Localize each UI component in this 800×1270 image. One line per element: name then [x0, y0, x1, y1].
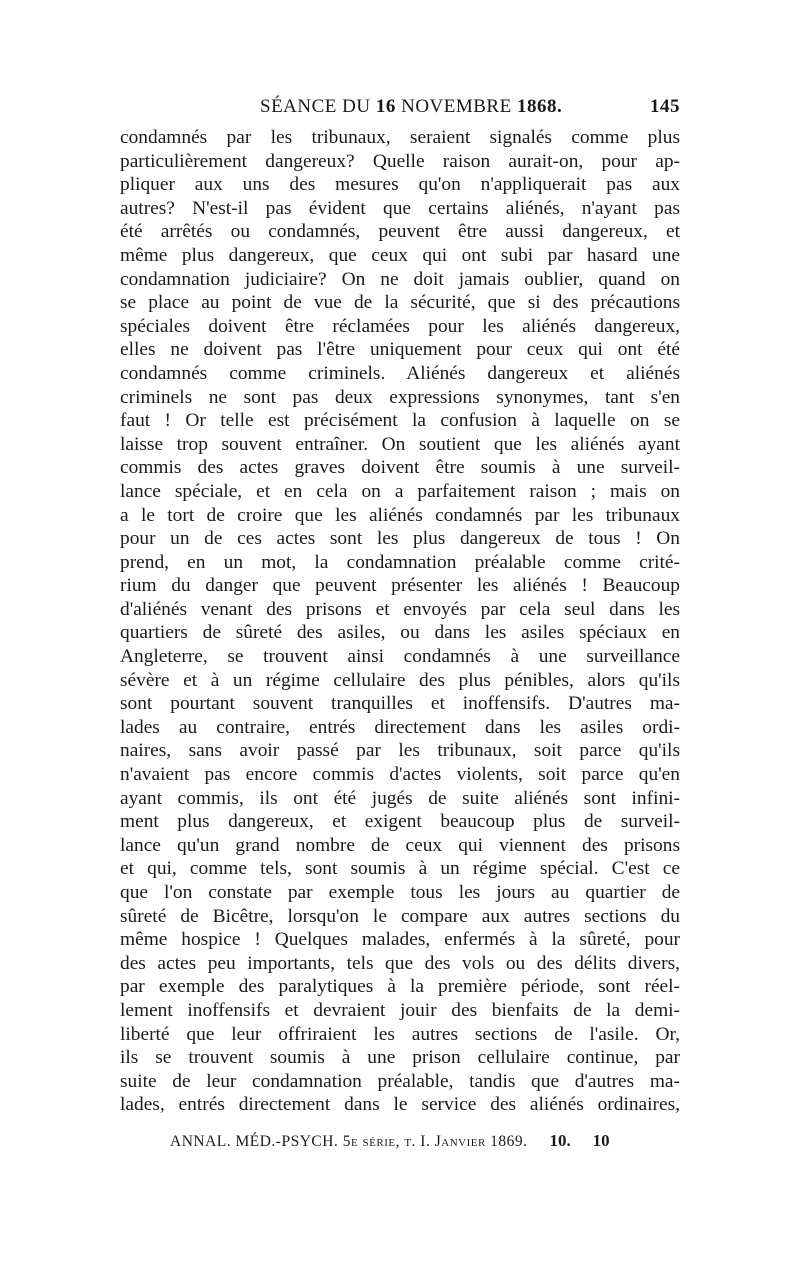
text-line: et qui, comme tels, sont soumis à un régime spécial. C'est ce [120, 858, 680, 880]
text-line: d'aliénés venant des prisons et envoyés par cela seul dans les [120, 598, 680, 620]
text-line: pliquer aux uns des mesures qu'on n'appliquerait pas aux [120, 174, 680, 196]
text-line: sont pourtant souvent tranquilles et inoffensifs. D'autres ma- [120, 693, 680, 715]
text-line: des actes peu importants, tels que des vols ou des délits divers, [120, 952, 680, 974]
text-line: commis des actes graves doivent être soumis à une surveil- [120, 457, 680, 479]
body-text [120, 126, 680, 1117]
text-line: quartiers de sûreté des asiles, ou dans les asiles spéciaux en [120, 622, 680, 644]
text-line: liberté que leur offriraient les autres sections de l'asile. Or, [120, 1023, 680, 1045]
text-line: même plus dangereux, que ceux qui ont subi par hasard une [120, 244, 680, 266]
text-line: condamnés par les tribunaux, seraient signalés comme plus [120, 127, 680, 148]
text-line: elles ne doivent pas l'être uniquement pour ceux qui ont été [120, 339, 680, 361]
text-line: ment plus dangereux, et exigent beaucoup plus de surveil- [120, 811, 680, 833]
running-head-prefix: SÉANCE DU [260, 96, 376, 117]
text-line: laisse trop souvent entraîner. On soutient que les aliénés ayant [120, 433, 680, 455]
text-line: par exemple des paralytiques à la première période, sont réel- [120, 976, 680, 998]
text-line: sûreté de Bicêtre, lorsqu'on le compare aux autres sections du [120, 905, 680, 927]
text-line: lades au contraire, entrés directement dans les asiles ordi- [120, 716, 680, 738]
footer-signature-mark: 10. [549, 1131, 571, 1151]
running-head-year: 1868. [516, 96, 563, 117]
text-line: sévère et à un régime cellulaire des plus pénibles, alors qu'ils [120, 669, 680, 691]
text-line: pour un de ces actes sont les plus dangereux de tous ! On [120, 528, 680, 550]
text-line: naires, sans avoir passé par les tribunaux, soit parce qu'ils [120, 740, 680, 762]
running-head-title [260, 96, 562, 118]
text-line: se place au point de vue de la sécurité, que si des précautions [120, 292, 680, 314]
text-line: lance spéciale, et en cela on a parfaitement raison ; mais on [120, 480, 680, 502]
text-line: condamnation judiciaire? On ne doit jamais oublier, quand on [120, 268, 680, 290]
footer-journal-citation: ANNAL. MÉD.-PSYCH. 5e série, t. I. Janvier 1869. [170, 1133, 528, 1151]
text-line: que l'on constate par exemple tous les jours au quartier de [120, 882, 680, 903]
text-line: autres? N'est-il pas évident que certains aliénés, n'ayant pas [120, 197, 680, 219]
text-line: ayant commis, ils ont été jugés de suite aliénés sont infini- [120, 787, 680, 809]
text-line: suite de leur condamnation préalable, tandis que d'autres ma- [120, 1070, 680, 1092]
text-line: même hospice ! Quelques malades, enfermés à la sûreté, pour [120, 929, 680, 951]
page-footer [170, 1131, 630, 1151]
text-line: particulièrement dangereux? Quelle raison aurait-on, pour ap- [120, 150, 680, 172]
text-line: lance qu'un grand nombre de ceux qui viennent des prisons [120, 834, 680, 856]
text-line: rium du danger que peuvent présenter les aliénés ! Beaucoup [120, 575, 680, 597]
running-head-month: NOVEMBRE [395, 96, 517, 117]
text-line: ils se trouvent soumis à une prison cellulaire continue, par [120, 1047, 680, 1069]
running-head [120, 96, 680, 126]
text-line: a le tort de croire que les aliénés condamnés par les tribunaux [120, 504, 680, 526]
running-head-day: 16 [375, 96, 396, 117]
footer-signature-mark-secondary: 10 [592, 1131, 610, 1151]
text-line: lades, entrés directement dans le service des aliénés ordinaires, [120, 1094, 680, 1116]
page-number: 145 [650, 96, 680, 117]
text-line: été arrêtés ou condamnés, peuvent être aussi dangereux, et [120, 221, 680, 243]
text-line: spéciales doivent être réclamées pour les aliénés dangereux, [120, 315, 680, 337]
text-line: n'avaient pas encore commis d'actes violents, soit parce qu'en [120, 764, 680, 786]
text-line: criminels ne sont pas deux expressions synonymes, tant s'en [120, 386, 680, 408]
text-line: lement inoffensifs et devraient jouir des bienfaits de la demi- [120, 999, 680, 1021]
text-line: Angleterre, se trouvent ainsi condamnés à une surveillance [120, 646, 680, 668]
text-line: condamnés comme criminels. Aliénés dangereux et aliénés [120, 362, 680, 384]
text-line: faut ! Or telle est précisément la confusion à laquelle on se [120, 410, 680, 432]
text-line: prend, en un mot, la condamnation préalable comme crité- [120, 551, 680, 573]
